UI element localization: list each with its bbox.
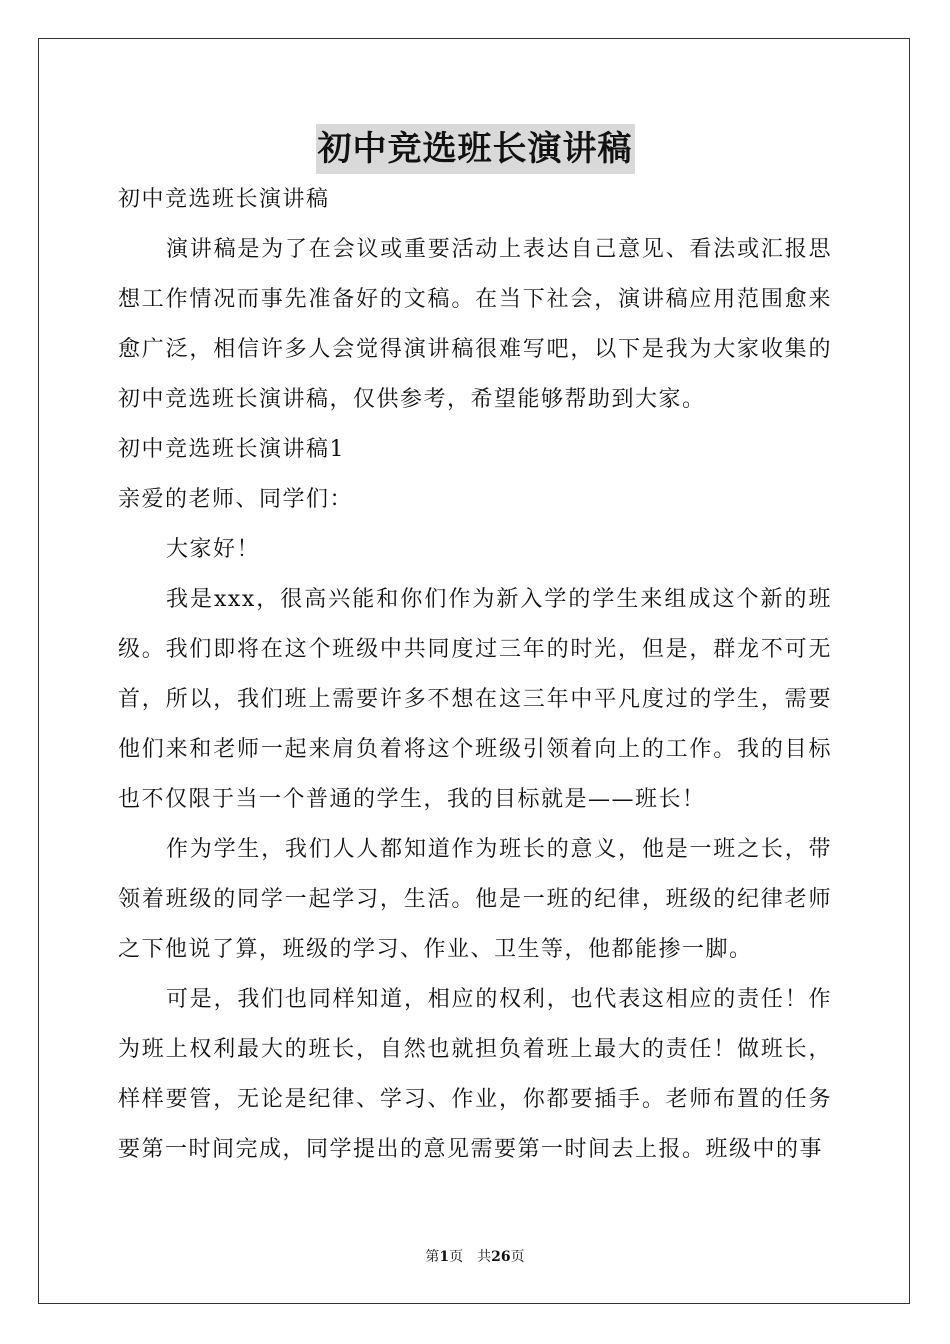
document-body: [118, 175, 832, 1175]
greeting-paragraph: 大家好！: [166, 537, 261, 562]
total-suffix: 页: [510, 1249, 525, 1265]
body-paragraph: 可是，我们也同样知道，相应的权利，也代表这相应的责任！作为班上权利最大的班长，自然也就担负着班上最大的责任！做班长，样样要管，无论是纪律、学习、作业，你都要插手。老师布置的任务要第一时间完成，同学提出的意见需要第一时间去上报。班级中的事: [118, 987, 832, 1162]
subtitle-paragraph: 初中竞选班长演讲稿: [118, 187, 330, 212]
document-title: 初中竞选班长演讲稿: [316, 124, 635, 174]
salutation-paragraph: 亲爱的老师、同学们：: [118, 487, 354, 512]
body-paragraph: 我是xxx，很高兴能和你们作为新入学的学生来组成这个新的班级。我们即将在这个班级中共同度过三年的时光，但是，群龙不可无首，所以，我们班上需要许多不想在这三年中平凡度过的学生，需要他们来和老师一起来肩负着将这个班级引领着向上的工作。我的目标也不仅限于当一个普通的学生，我的目标就是——班长！: [118, 587, 832, 812]
section-heading: 初中竞选班长演讲稿1: [118, 437, 345, 462]
intro-paragraph: 演讲稿是为了在会议或重要活动上表达自己意见、看法或汇报思想工作情况而事先准备好的文稿。在当下社会，演讲稿应用范围愈来愈广泛，相信许多人会觉得演讲稿很难写吧，以下是我为大家收集的初中竞选班长演讲稿，仅供参考，希望能够帮助到大家。: [118, 237, 832, 412]
total-prefix: 共: [477, 1249, 492, 1265]
total-pages: 26: [491, 1249, 511, 1265]
body-paragraph: 作为学生，我们人人都知道作为班长的意义，他是一班之长，带领着班级的同学一起学习，生活。他是一班的纪律，班级的纪律老师之下他说了算，班级的学习、作业、卫生等，他都能掺一脚。: [118, 837, 832, 962]
title-container: [0, 124, 950, 174]
page-suffix: 页: [449, 1249, 464, 1265]
page-number: 1: [439, 1249, 450, 1265]
page-prefix: 第: [425, 1249, 440, 1265]
page-footer: [0, 1246, 950, 1266]
